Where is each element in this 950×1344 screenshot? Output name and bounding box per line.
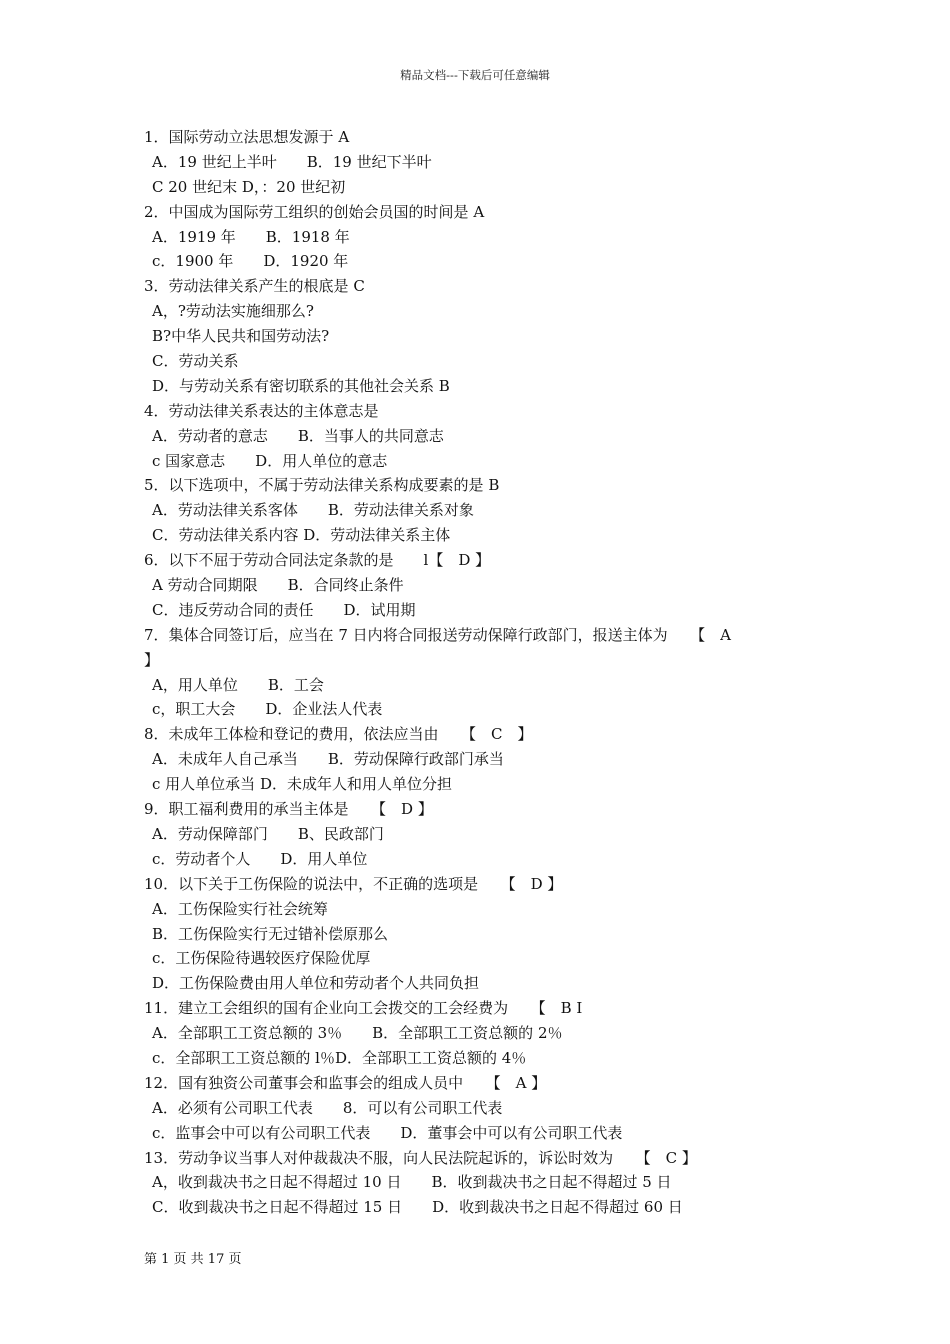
option-line: c 国家意志 D．用人单位的意志 xyxy=(152,451,388,470)
option-line: A．1919 年 B．1918 年 xyxy=(152,227,350,246)
option-line: D．工伤保险费由用人单位和劳动者个人共同负担 xyxy=(152,974,480,993)
option-line: D．与劳动关系有密切联系的其他社会关系 B xyxy=(152,376,450,395)
question-line: 8．未成年工体检和登记的费用，依法应当由 【 C 】 xyxy=(144,725,533,744)
page-footer: 第 1 页 共 17 页 xyxy=(144,1252,242,1267)
option-line: A．工伤保险实行社会统筹 xyxy=(152,899,328,918)
question-list xyxy=(144,125,816,1220)
option-line: c．全部职工工资总额的 l％D．全部职工工资总额的 4％ xyxy=(152,1048,527,1067)
option-line: A．19 世纪上半叶 B．19 世纪下半叶 xyxy=(152,152,432,171)
option-line: B．工伤保险实行无过错补偿原那么 xyxy=(152,924,389,943)
question-line: 3．劳动法律关系产生的根底是 C xyxy=(144,277,365,296)
question-line: 】 xyxy=(144,650,160,669)
option-line: c，职工大会 D．企业法人代表 xyxy=(152,700,383,719)
option-line: c．工伤保险待遇较医疗保险优厚 xyxy=(152,949,371,968)
option-line: A，收到裁决书之日起不得超过 10 日 B．收到裁决书之日起不得超过 5 日 xyxy=(152,1173,672,1192)
question-line: 12．国有独资公司董事会和监事会的组成人员中 【 A 】 xyxy=(144,1073,547,1092)
option-line: c．监事会中可以有公司职工代表 D．董事会中可以有公司职工代表 xyxy=(152,1123,623,1142)
option-line: c 用人单位承当 D．未成年人和用人单位分担 xyxy=(152,775,452,794)
option-line: A．劳动法律关系客体 B．劳动法律关系对象 xyxy=(152,501,474,520)
question-line: 7．集体合同签订后，应当在 7 日内将合同报送劳动保障行政部门，报送主体为 【 A xyxy=(144,625,731,644)
option-line: C．劳动法律关系内容 D．劳动法律关系主体 xyxy=(152,526,451,545)
option-line: A 劳动合同期限 B．合同终止条件 xyxy=(152,576,404,595)
option-line: c．劳动者个人 D．用人单位 xyxy=(152,849,368,868)
question-line: 5．以下选项中，不属于劳动法律关系构成要素的是 B xyxy=(144,476,500,495)
question-line: 13．劳动争议当事人对仲裁裁决不服，向人民法院起诉的，诉讼时效为 【 C 】 xyxy=(144,1148,697,1167)
option-line: B?中华人民共和国劳动法? xyxy=(152,327,330,346)
option-line: c．1900 年 D．1920 年 xyxy=(152,252,349,271)
option-line: C．劳动关系 xyxy=(152,352,239,371)
option-line: C．收到裁决书之日起不得超过 15 日 D．收到裁决书之日起不得超过 60 日 xyxy=(152,1198,683,1217)
question-line: 11．建立工会组织的国有企业向工会拨交的工会经费为 【 B I xyxy=(144,999,583,1018)
question-line: 9．职工福利费用的承当主体是 【 D 】 xyxy=(144,800,433,819)
option-line: A，?劳动法实施细那么? xyxy=(152,302,314,321)
option-line: A．劳动保障部门 B、民政部门 xyxy=(152,824,384,843)
option-line: A．劳动者的意志 B．当事人的共同意志 xyxy=(152,426,444,445)
option-line: C 20 世纪末 D，：20 世纪初 xyxy=(152,177,346,196)
option-line: A．未成年人自己承当 B．劳动保障行政部门承当 xyxy=(152,750,504,769)
question-line: 4．劳动法律关系表达的主体意志是 xyxy=(144,401,379,420)
option-line: A．必须有公司职工代表 8．可以有公司职工代表 xyxy=(152,1098,503,1117)
page-header: 精品文档---下载后可任意编辑 xyxy=(400,68,550,82)
question-line: 2．中国成为国际劳工组织的创始会员国的时间是 A xyxy=(144,202,485,221)
question-line: 1．国际劳动立法思想发源于 A xyxy=(144,128,350,146)
option-line: C．违反劳动合同的责任 D．试用期 xyxy=(152,600,416,619)
option-line: A．全部职工工资总额的 3％ B．全部职工工资总额的 2％ xyxy=(152,1024,563,1043)
option-line: A，用人单位 B．工会 xyxy=(152,675,324,694)
question-line: 10．以下关于工伤保险的说法中，不正确的选项是 【 D 】 xyxy=(144,874,563,893)
question-line: 6．以下不屈于劳动合同法定条款的是 l【 D 】 xyxy=(144,551,491,570)
